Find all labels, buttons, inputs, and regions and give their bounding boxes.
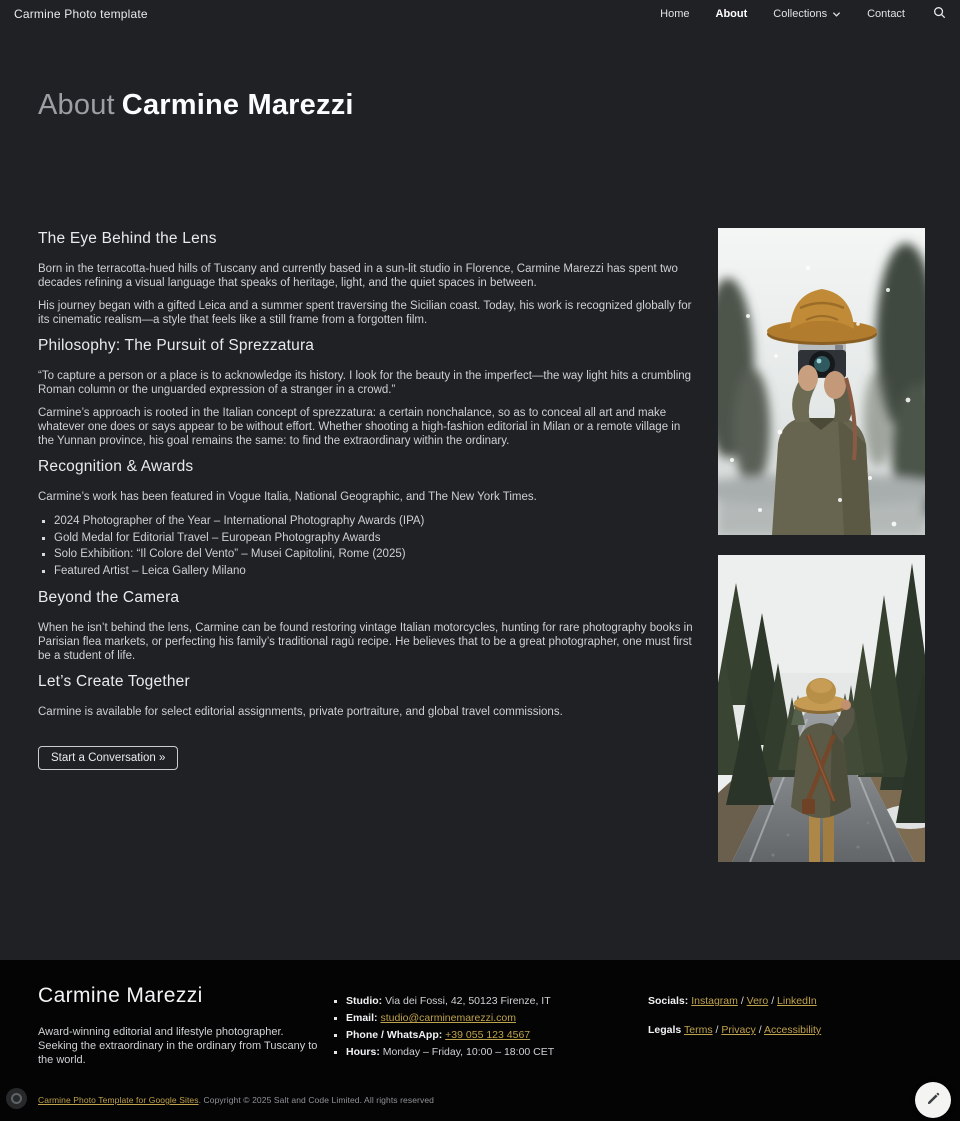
list-item: ▪ Featured Artist – Leica Gallery Milano <box>54 563 694 580</box>
paragraph: Carmine is available for select editorial assignments, private portraiture, and global travel commissions. <box>38 706 563 718</box>
vero-link[interactable]: Vero <box>746 995 769 1007</box>
legals-label: Legals <box>648 1024 682 1036</box>
contact-phone <box>346 1027 632 1044</box>
list-item: ▪ Solo Exhibition: “Il Colore del Vento” – Musei Capitolini, Rome (2025) <box>54 546 694 563</box>
site-info-badge-icon[interactable] <box>6 1088 27 1109</box>
page-title-bold: Carmine Marezzi <box>121 89 354 121</box>
contact-hours-label: Hours: <box>346 1046 380 1058</box>
separator: / <box>758 1024 762 1036</box>
photo-photographer-camera-snow <box>718 228 925 535</box>
accessibility-link[interactable]: Accessibility <box>763 1024 822 1036</box>
instagram-link[interactable]: Instagram <box>691 995 738 1007</box>
privacy-link[interactable]: Privacy <box>721 1024 756 1036</box>
footer-identity <box>38 984 323 1067</box>
nav-item-collections[interactable] <box>773 8 841 20</box>
about-content <box>38 228 694 770</box>
photo-column <box>718 228 925 862</box>
terms-link[interactable]: Terms <box>684 1024 713 1036</box>
search-icon <box>933 6 946 22</box>
start-conversation-button[interactable]: Start a Conversation » <box>38 746 178 770</box>
paragraph: Born in the terracotta-hued hills of Tuscany and currently based in a sun-lit studio in Florence, Carmine Marezzi has spent two decades refining a visual language that speaks of heritage, light, and the quiet spaces in between. <box>38 263 678 289</box>
footer-links <box>648 995 928 1036</box>
separator: / <box>715 1024 719 1036</box>
legals-row <box>648 1024 928 1036</box>
footer-contact <box>332 993 632 1061</box>
contact-studio-label: Studio: <box>346 995 383 1007</box>
contact-email <box>346 1010 632 1027</box>
paragraph: When he isn’t behind the lens, Carmine can be found restoring vintage Italian motorcycles, hunting for rare photography books in Parisian flea markets, or perfecting his family’s traditional ragù recipe. He believes that to be a great photographer, one must first be a student of life. <box>38 622 693 662</box>
footer <box>0 960 960 1080</box>
site-title[interactable]: Carmine Photo template <box>14 7 148 21</box>
section-heading-awards: Recognition & Awards <box>38 458 194 475</box>
separator: / <box>771 995 775 1007</box>
bottom-attribution-bar <box>0 1080 960 1121</box>
nav-item-home[interactable]: Home <box>660 8 690 20</box>
pencil-icon <box>926 1091 941 1109</box>
main-nav <box>660 4 948 24</box>
photo-photographer-forest-road <box>718 555 925 862</box>
chevron-down-icon <box>832 10 841 19</box>
copyright-text: . Copyright © 2025 Salt and Code Limited. All rights reserved <box>198 1095 434 1105</box>
email-link[interactable]: studio@carminemarezzi.com <box>380 1012 516 1024</box>
list-item: ▪ Gold Medal for Editorial Travel – European Photography Awards <box>54 530 694 547</box>
section-heading-eye: The Eye Behind the Lens <box>38 230 217 247</box>
nav-item-about[interactable]: About <box>715 8 748 20</box>
contact-phone-label: Phone / WhatsApp: <box>346 1029 443 1041</box>
socials-label: Socials: <box>648 995 689 1007</box>
contact-email-label: Email: <box>346 1012 378 1024</box>
search-button[interactable] <box>931 4 948 24</box>
contact-studio <box>346 993 632 1010</box>
list-item: ▪ 2024 Photographer of the Year – International Photography Awards (IPA) <box>54 513 694 530</box>
section-heading-beyond: Beyond the Camera <box>38 589 180 606</box>
awards-list <box>54 513 694 579</box>
section-heading-create: Let’s Create Together <box>38 673 190 690</box>
quote-paragraph: “To capture a person or a place is to acknowledge its history. I look for the beauty in the imperfect—the way light hits a crumbling Roman column or the unguarded expression of a stranger in a crowd.” <box>38 370 692 396</box>
paragraph: His journey began with a gifted Leica and a summer spent traversing the Sicilian coast. Today, his work is recognized globally for its cinematic realism—a style that feels like a still frame from a forgotten film. <box>38 300 692 326</box>
page-title-light: About <box>38 89 115 121</box>
section-heading-philosophy: Philosophy: The Pursuit of Sprezzatura <box>38 337 315 354</box>
phone-link[interactable]: +39 055 123 4567 <box>445 1029 531 1041</box>
nav-item-contact[interactable]: Contact <box>867 8 905 20</box>
paragraph: Carmine’s work has been featured in Vogue Italia, National Geographic, and The New York Times. <box>38 491 537 503</box>
contact-studio-value: Via dei Fossi, 42, 50123 Firenze, IT <box>382 995 551 1007</box>
template-credit-link[interactable]: Carmine Photo Template for Google Sites <box>38 1095 199 1105</box>
top-navigation-bar <box>0 0 960 28</box>
socials-row <box>648 995 928 1007</box>
separator: / <box>740 995 744 1007</box>
page-title <box>38 88 354 122</box>
footer-name: Carmine Marezzi <box>38 984 203 1007</box>
badge-ring-icon <box>11 1093 22 1104</box>
paragraph: Carmine’s approach is rooted in the Italian concept of sprezzatura: a certain nonchalance, so as to conceal all art and make whatever one does or says appear to be without effort. Whether shooting a high-fashion editorial in Milan or a remote village in the Yunnan province, his goal remains the same: to find the extraordinary within the ordinary. <box>38 407 681 447</box>
nav-item-collections-label: Collections <box>773 8 828 20</box>
contact-hours <box>346 1044 632 1061</box>
contact-hours-value: Monday – Friday, 10:00 – 18:00 CET <box>379 1046 555 1058</box>
linkedin-link[interactable]: LinkedIn <box>777 995 817 1007</box>
attribution-text <box>38 1095 434 1105</box>
edit-site-button[interactable] <box>915 1082 951 1118</box>
footer-tagline: Award-winning editorial and lifestyle photographer. Seeking the extraordinary in the ordinary from Tuscany to the world. <box>38 1026 318 1066</box>
